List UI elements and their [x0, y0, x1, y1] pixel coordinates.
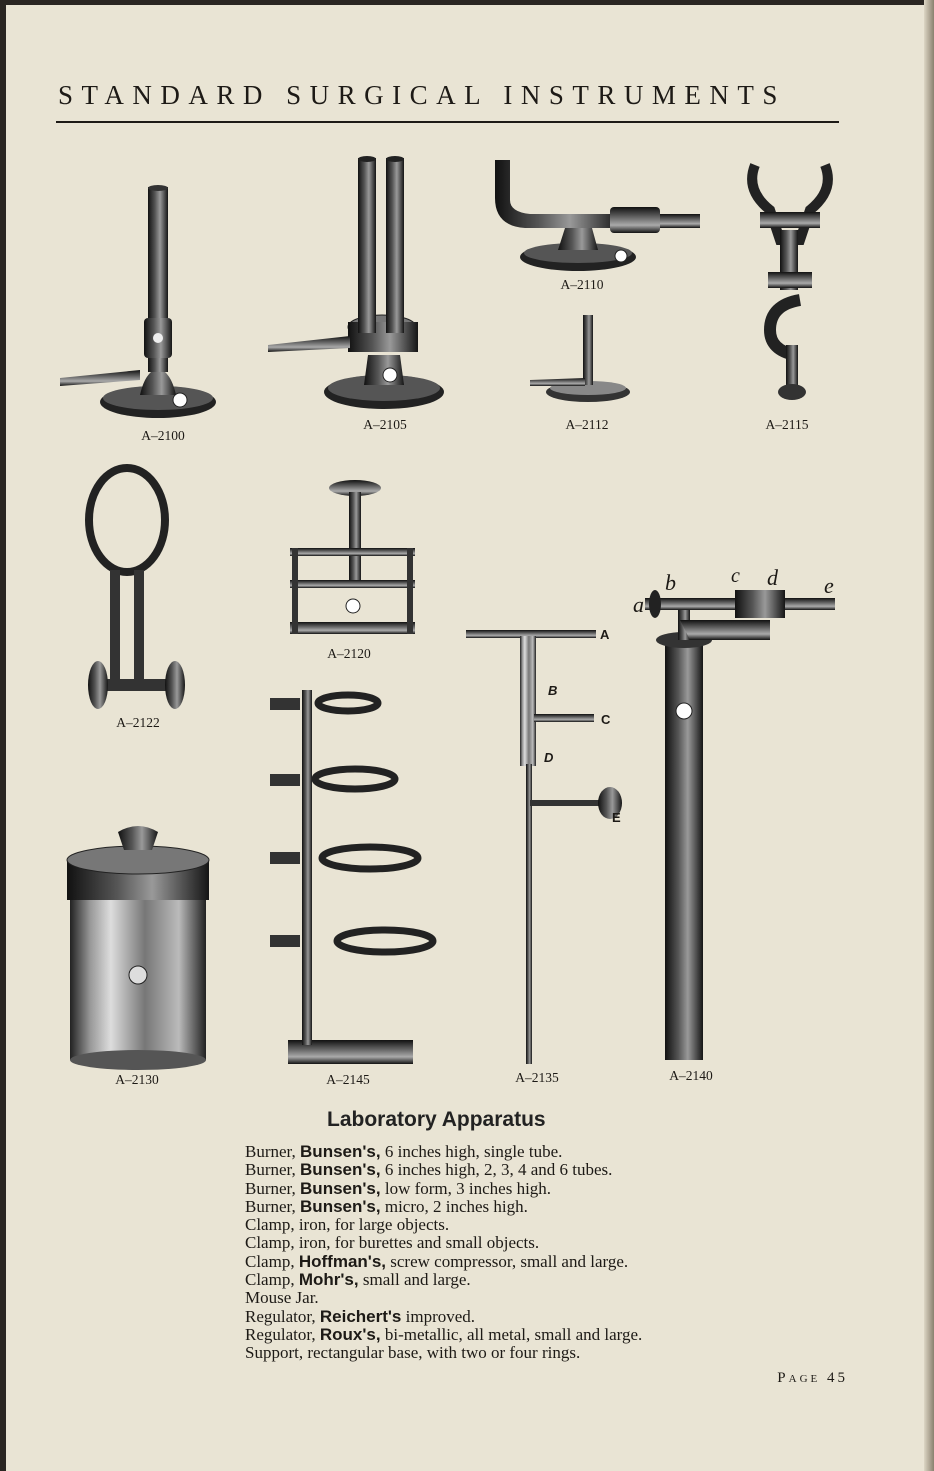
caption-a2130: A–2130 [115, 1072, 159, 1087]
caption-a2110: A–2110 [560, 277, 604, 292]
label-a-2140: a [633, 592, 644, 617]
figure-a2115-clamp [752, 165, 828, 400]
page-number: Page 45 [777, 1370, 848, 1386]
item-description: Clamp, iron, for large objects. [245, 1215, 450, 1235]
item-description: Regulator, Roux's, bi-metallic, all metal, small and large. [245, 1324, 643, 1344]
label-b-2135: B [548, 683, 558, 698]
caption-a2115: A–2115 [765, 417, 809, 432]
caption-a2100: A–2100 [141, 428, 185, 443]
figure-a2122-clamp [88, 468, 185, 709]
caption-a2135: A–2135 [515, 1070, 559, 1085]
item-description: Burner, Bunsen's, 6 inches high, single tube. [245, 1142, 563, 1161]
caption-a2122: A–2122 [116, 715, 160, 730]
label-d-2140: d [767, 565, 778, 590]
caption-a2145: A–2145 [326, 1072, 370, 1087]
figure-a2100-burner [60, 185, 216, 418]
figure-a2130-jar [67, 826, 209, 1070]
item-description: Burner, Bunsen's, 6 inches high, 2, 3, 4 and 6 tubes. [245, 1160, 613, 1180]
figure-a2135-regulator [466, 630, 622, 1064]
page-header: STANDARD SURGICAL INSTRUMENTS [58, 80, 786, 110]
item-description: Support, rectangular base, with two or four rings. [245, 1343, 581, 1363]
figure-a2140-regulator [645, 590, 835, 1060]
label-b-2140: b [665, 570, 676, 595]
item-description: Clamp, iron, for burettes and small objects. [245, 1233, 540, 1253]
item-description: Burner, Bunsen's, micro, 2 inches high. [245, 1196, 528, 1216]
label-e-2140: e [824, 573, 834, 598]
label-e-2135: E [612, 810, 621, 825]
caption-a2140: A–2140 [669, 1068, 713, 1083]
figure-a2105-burner [268, 156, 444, 409]
label-d-2135: D [544, 750, 554, 765]
label-c-2140: c [731, 565, 740, 587]
item-description: Clamp, Mohr's, small and large. [245, 1270, 471, 1290]
item-description: Mouse Jar. [245, 1288, 319, 1308]
figure-a2112-burner [530, 315, 630, 402]
caption-a2120: A–2120 [327, 646, 371, 661]
caption-a2105: A–2105 [363, 417, 407, 432]
figure-a2110-burner [495, 160, 700, 271]
label-a-2135: A [600, 627, 610, 642]
label-c-2135: C [601, 712, 611, 727]
item-description: Regulator, Reichert's improved. [245, 1306, 476, 1326]
caption-a2112: A–2112 [565, 417, 609, 432]
figure-a2145-support [270, 690, 433, 1064]
figure-a2120-clamp [290, 480, 415, 634]
item-description: Clamp, Hoffman's, screw compressor, small and large. [245, 1251, 629, 1271]
item-description: Burner, Bunsen's, low form, 3 inches high. [245, 1178, 552, 1198]
section-title: Laboratory Apparatus [327, 1108, 546, 1131]
